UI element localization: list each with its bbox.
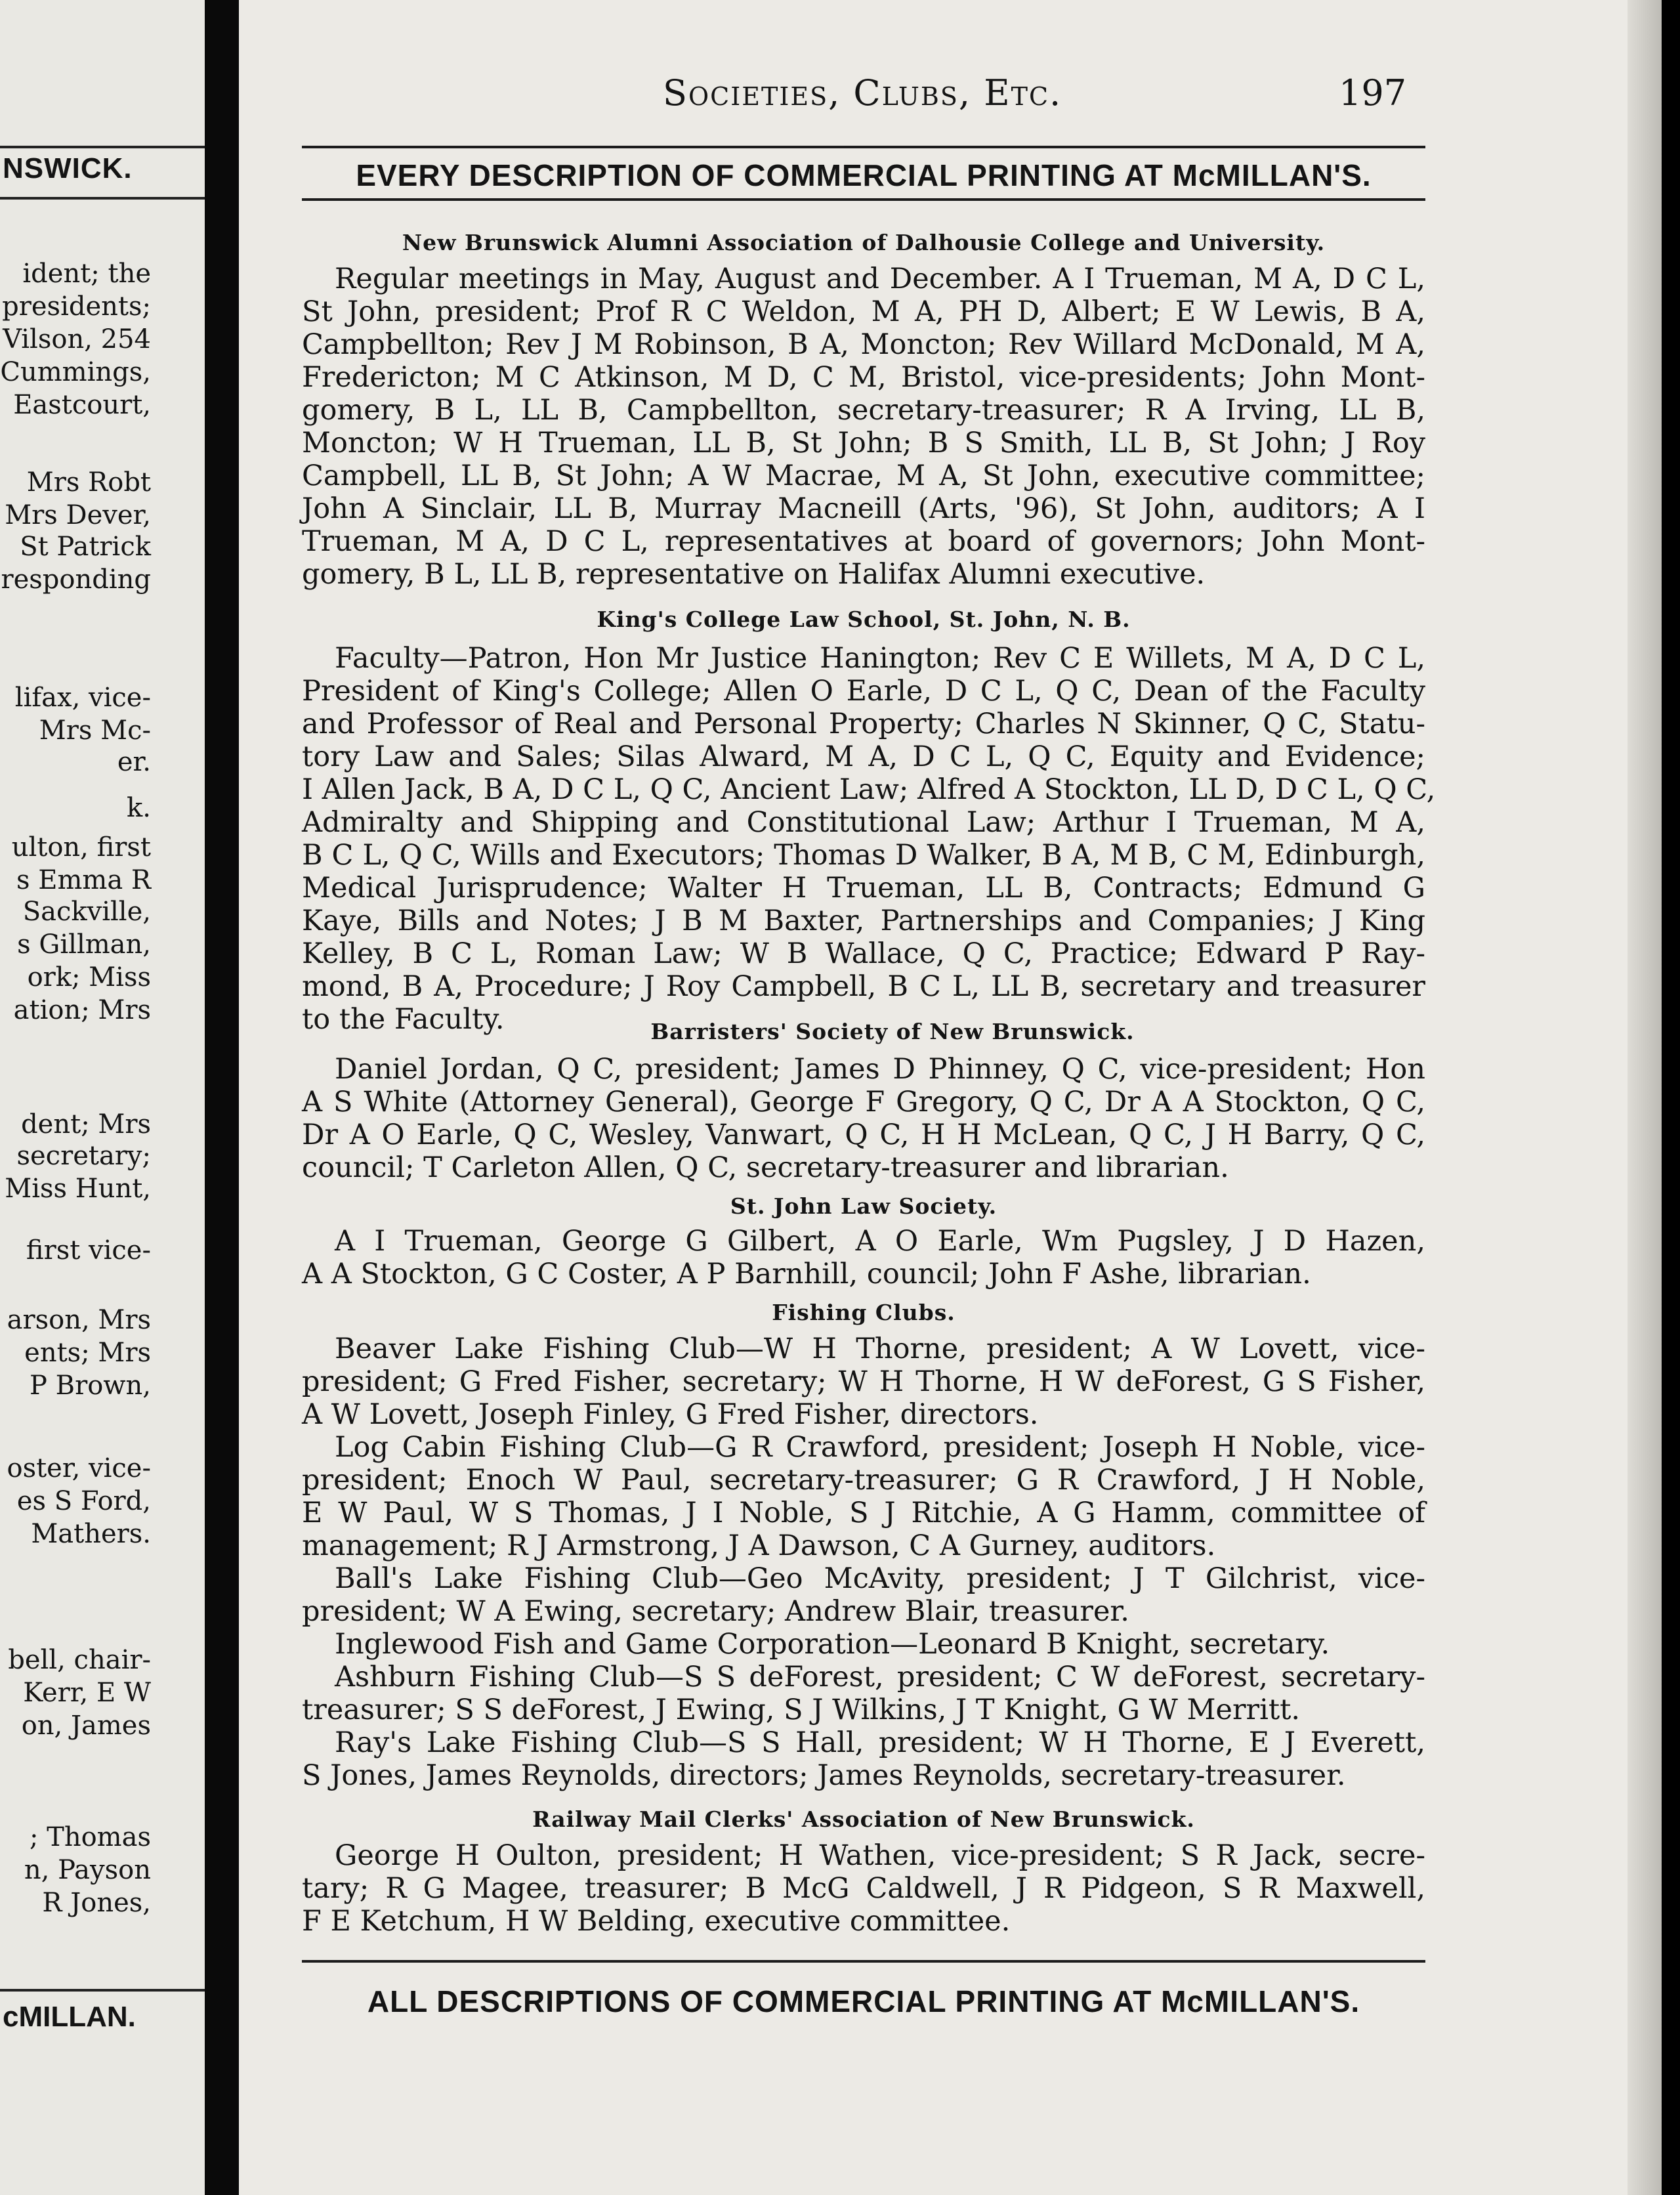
text-line: President of King's College; Allen O Earle, D C L, Q C, Dean of the Faculty — [302, 675, 1425, 708]
footer-rule — [302, 1960, 1425, 1963]
book-gutter — [205, 0, 239, 2195]
facing-page-line: responding — [1, 565, 151, 595]
facing-page-line: lifax, vice- — [14, 683, 151, 713]
facing-page-line: Mrs Mc- — [39, 715, 151, 746]
text-line: president; W A Ewing, secretary; Andrew Blair, treasurer. — [302, 1595, 1129, 1628]
facing-page-line: Miss Hunt, — [5, 1174, 151, 1204]
text-line: president; Enoch W Paul, secretary-treasurer; G R Crawford, J H Noble, — [302, 1464, 1425, 1497]
section-heading: King's College Law School, St. John, N. B. — [597, 607, 1131, 632]
text-line: Medical Jurisprudence; Walter H Trueman, LL B, Contracts; Edmund G — [302, 872, 1425, 905]
facing-page-line: first vice- — [26, 1235, 151, 1266]
text-line: Beaver Lake Fishing Club—W H Thorne, president; A W Lovett, vice- — [335, 1332, 1425, 1365]
text-line: Faculty—Patron, Hon Mr Justice Hanington; Rev C E Willets, M A, D C L, — [335, 642, 1425, 675]
text-line: John A Sinclair, LL B, Murray Macneill (Arts, '96), St John, auditors; A I — [302, 492, 1425, 525]
page-edge — [1628, 0, 1662, 2195]
facing-page-fragment — [0, 0, 205, 2195]
facing-page-line: Mrs Dever, — [5, 500, 151, 530]
text-line: and Professor of Real and Personal Property; Charles N Skinner, Q C, Statu- — [302, 708, 1425, 740]
text-line: S Jones, James Reynolds, directors; James Reynolds, secretary-treasurer. — [302, 1759, 1346, 1792]
facing-page-line: er. — [117, 747, 151, 777]
facing-page-line: ; Thomas — [29, 1822, 151, 1852]
text-line: B C L, Q C, Wills and Executors; Thomas D Walker, B A, M B, C M, Edinburgh, — [302, 839, 1425, 872]
text-line: Moncton; W H Trueman, LL B, St John; B S Smith, LL B, St John; J Roy — [302, 427, 1425, 459]
section-heading: Railway Mail Clerks' Association of New Brunswick. — [532, 1806, 1195, 1832]
facing-page-line: P Brown, — [30, 1371, 151, 1401]
section-heading: St. John Law Society. — [730, 1193, 998, 1219]
facing-page-line: Kerr, E W — [23, 1678, 151, 1708]
text-line: Dr A O Earle, Q C, Wesley, Vanwart, Q C, H H McLean, Q C, J H Barry, Q C, — [302, 1119, 1425, 1151]
bottom-advert-banner: ALL DESCRIPTIONS OF COMMERCIAL PRINTING AT McMILLAN'S. — [367, 1984, 1360, 2018]
facing-page-line: Vilson, 254 — [3, 324, 151, 354]
facing-page-line: s Emma R — [16, 865, 151, 895]
text-line: to the Faculty. — [302, 1003, 505, 1036]
facing-page-line: Mrs Robt — [26, 467, 151, 498]
text-line: Campbell, LL B, St John; A W Macrae, M A, St John, executive committee; — [302, 459, 1425, 492]
text-line: tory Law and Sales; Silas Alward, M A, D C L, Q C, Equity and Evidence; — [302, 740, 1425, 773]
text-line: president; G Fred Fisher, secretary; W H Thorne, H W deForest, G S Fisher, — [302, 1365, 1425, 1398]
text-line: Fredericton; M C Atkinson, M D, C M, Bristol, vice-presidents; John Mont- — [302, 361, 1425, 394]
text-line: Trueman, M A, D C L, representatives at board of governors; John Mont- — [302, 525, 1425, 558]
text-line: A S White (Attorney General), George F Gregory, Q C, Dr A A Stockton, Q C, — [302, 1086, 1425, 1119]
text-line: tary; R G Magee, treasurer; B McG Caldwell, J R Pidgeon, S R Maxwell, — [302, 1872, 1425, 1905]
facing-page-line: Sackville, — [22, 897, 151, 927]
facing-page-line: presidents; — [2, 291, 151, 322]
text-line: Daniel Jordan, Q C, president; James D Phinney, Q C, vice-president; Hon — [335, 1053, 1425, 1086]
text-line: F E Ketchum, H W Belding, executive committee. — [302, 1905, 1011, 1938]
text-line: Kaye, Bills and Notes; J B M Baxter, Partnerships and Companies; J King — [302, 905, 1425, 937]
facing-page-line: R Jones, — [42, 1888, 151, 1918]
text-line: Kelley, B C L, Roman Law; W B Wallace, Q C, Practice; Edward P Ray- — [302, 937, 1425, 970]
facing-page-line: secretary; — [16, 1141, 151, 1171]
running-head: Societies, Clubs, Etc. — [663, 72, 1062, 114]
text-line: A I Trueman, George G Gilbert, A O Earle, Wm Pugsley, J D Hazen, — [335, 1225, 1425, 1258]
facing-page-rule — [0, 1989, 205, 1992]
facing-page-line: St Patrick — [20, 532, 151, 562]
text-line: Regular meetings in May, August and December. A I Trueman, M A, D C L, — [335, 263, 1425, 295]
facing-page-line: es S Ford, — [16, 1486, 151, 1516]
page-number: 197 — [1339, 72, 1407, 114]
facing-page-line: ents; Mrs — [24, 1338, 151, 1368]
facing-page-line: Cummings, — [0, 357, 151, 387]
text-line: George H Oulton, president; H Wathen, vice-president; S R Jack, secre- — [335, 1839, 1425, 1872]
facing-page-line: Eastcourt, — [13, 390, 151, 420]
facing-page-line: Mathers. — [31, 1519, 151, 1549]
text-line: Ray's Lake Fishing Club—S S Hall, president; W H Thorne, E J Everett, — [335, 1726, 1425, 1759]
facing-page-line: ork; Miss — [27, 962, 151, 992]
text-line: management; R J Armstrong, J A Dawson, C A Gurney, auditors. — [302, 1529, 1216, 1562]
text-line: I Allen Jack, B A, D C L, Q C, Ancient Law; Alfred A Stockton, LL D, D C L, Q C, — [302, 773, 1436, 806]
facing-page-line: dent; Mrs — [21, 1109, 151, 1140]
section-heading: Barristers' Society of New Brunswick. — [650, 1019, 1135, 1044]
facing-page-line: n, Payson — [24, 1855, 151, 1885]
text-line: A A Stockton, G C Coster, A P Barnhill, council; John F Ashe, librarian. — [302, 1258, 1311, 1290]
text-line: gomery, B L, LL B, Campbellton, secretary-treasurer; R A Irving, LL B, — [302, 394, 1425, 427]
text-line: council; T Carleton Allen, Q C, secretary-treasurer and librarian. — [302, 1151, 1229, 1184]
facing-page-line: ation; Mrs — [13, 995, 151, 1025]
text-line: Log Cabin Fishing Club—G R Crawford, president; Joseph H Noble, vice- — [335, 1431, 1425, 1464]
facing-page-line: s Gillman, — [17, 929, 151, 960]
facing-page-line: k. — [127, 793, 151, 823]
facing-page-footer: cMILLAN. — [3, 2001, 136, 2033]
text-line: E W Paul, W S Thomas, J I Noble, S J Ritchie, A G Hamm, committee of — [302, 1497, 1425, 1529]
text-line: Ball's Lake Fishing Club—Geo McAvity, president; J T Gilchrist, vice- — [335, 1562, 1425, 1595]
facing-page-line: bell, chair- — [8, 1645, 151, 1675]
section-heading: Fishing Clubs. — [772, 1300, 956, 1325]
text-line: A W Lovett, Joseph Finley, G Fred Fisher, directors. — [302, 1398, 1039, 1431]
facing-page-rule — [0, 197, 205, 200]
text-line: mond, B A, Procedure; J Roy Campbell, B C L, LL B, secretary and treasurer — [302, 970, 1425, 1003]
facing-page-line: oster, vice- — [7, 1453, 151, 1483]
top-advert-banner: EVERY DESCRIPTION OF COMMERCIAL PRINTING AT McMILLAN'S. — [356, 158, 1372, 192]
text-line: Campbellton; Rev J M Robinson, B A, Moncton; Rev Willard McDonald, M A, — [302, 328, 1425, 361]
text-line: gomery, B L, LL B, representative on Halifax Alumni executive. — [302, 558, 1206, 591]
facing-page-line: arson, Mrs — [7, 1305, 151, 1335]
facing-page-line: ident; the — [22, 259, 151, 289]
facing-page-rule — [0, 146, 205, 148]
text-line: Admiralty and Shipping and Constitutional Law; Arthur I Trueman, M A, — [302, 806, 1425, 839]
text-line: Inglewood Fish and Game Corporation—Leonard B Knight, secretary. — [335, 1628, 1330, 1661]
facing-page-line: ulton, first — [11, 832, 151, 863]
text-line: Ashburn Fishing Club—S S deForest, president; C W deForest, secretary- — [335, 1661, 1425, 1694]
text-line: St John, president; Prof R C Weldon, M A, PH D, Albert; E W Lewis, B A, — [302, 295, 1425, 328]
section-heading: New Brunswick Alumni Association of Dalhousie College and University. — [402, 230, 1326, 255]
facing-page-line: on, James — [21, 1711, 151, 1741]
header-rule — [302, 146, 1425, 148]
facing-page-heading: NSWICK. — [3, 152, 133, 184]
text-line: treasurer; S S deForest, J Ewing, S J Wilkins, J T Knight, G W Merritt. — [302, 1694, 1301, 1726]
banner-rule — [302, 198, 1425, 201]
